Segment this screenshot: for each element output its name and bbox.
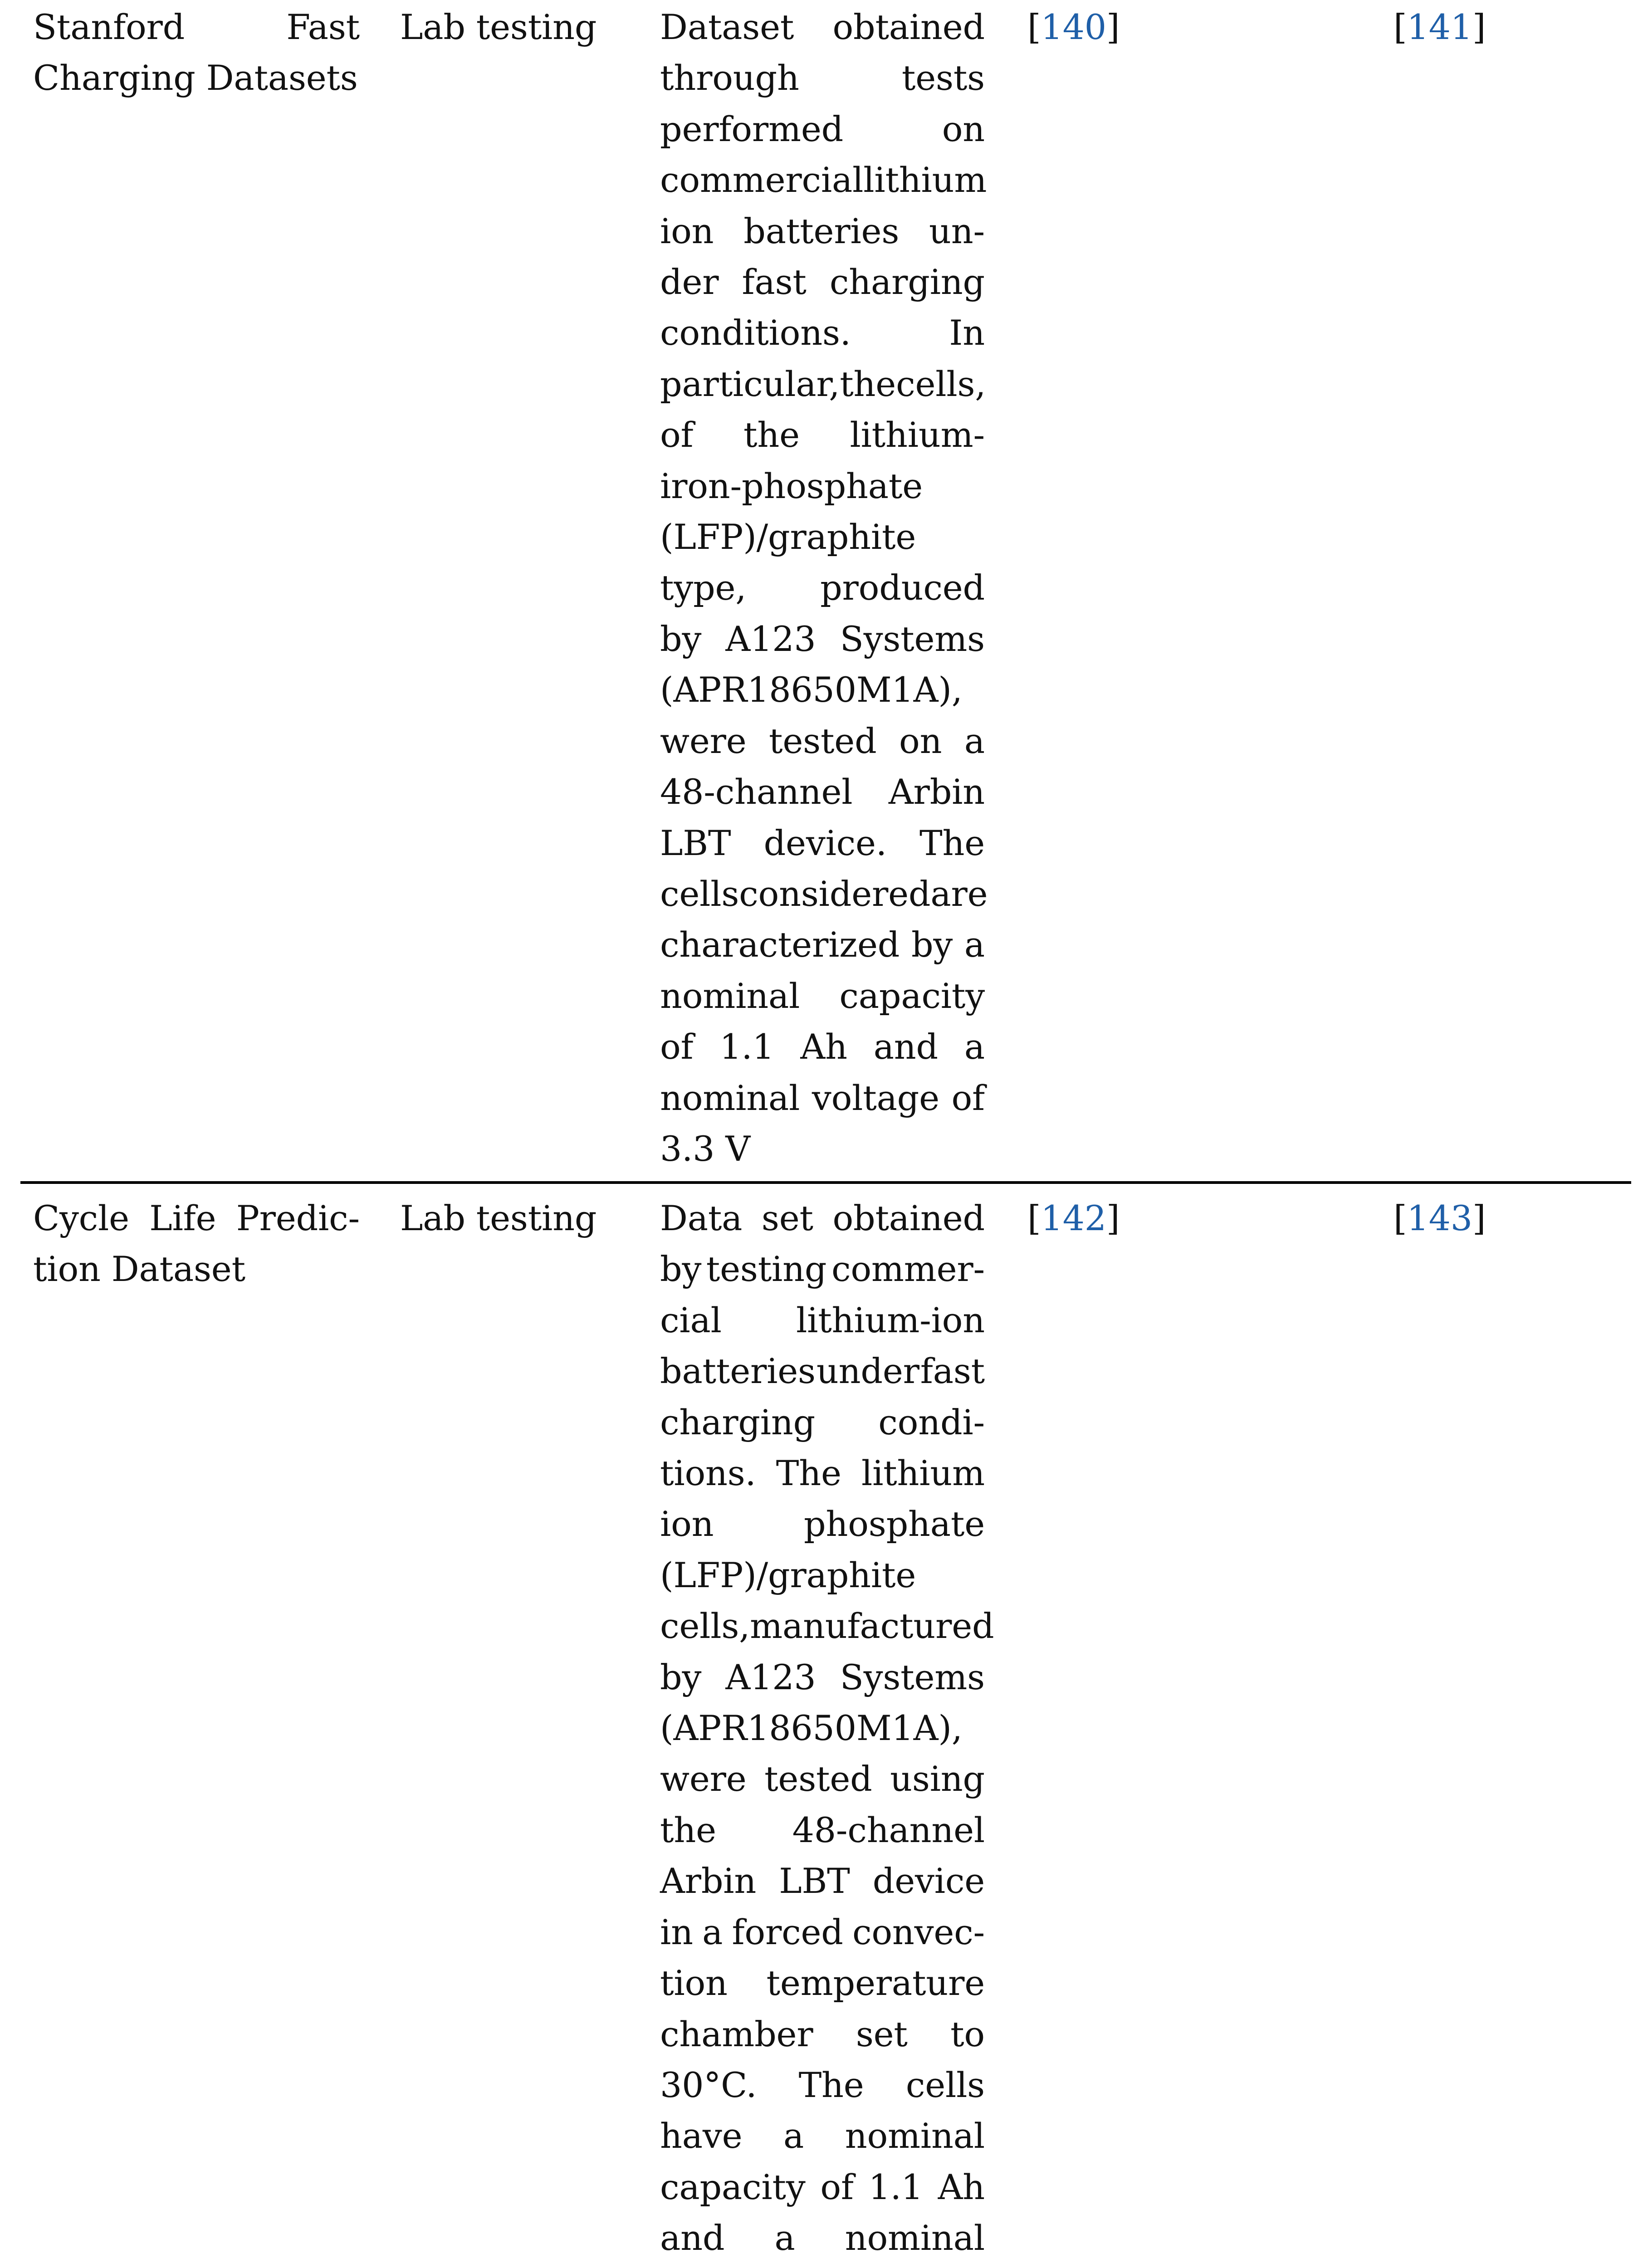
description-line: ion phosphate (660, 1504, 985, 1545)
description-line: capacity of 1.1 Ah (660, 2166, 985, 2207)
description-line: and a nominal (660, 2218, 985, 2258)
data-source-text: Lab testing (400, 7, 597, 47)
description-line: 30°C. The cells (660, 2064, 985, 2105)
description-line: ion batteries un- (660, 210, 985, 251)
description-line: Arbin LBT device (660, 1861, 985, 1901)
data-source-cell (400, 2, 636, 53)
reference-cell: [142] (1027, 1198, 1120, 1238)
description-line: were tested on a (660, 720, 985, 761)
description-line: batteries under fast (660, 1351, 985, 1392)
description-line: were tested using (660, 1759, 985, 1799)
description-line: by testing commer- (660, 1249, 985, 1290)
dataset-name-line: Charging Datasets (33, 58, 358, 98)
description-line: cells considered are (660, 873, 988, 914)
description-line: 3.3 V (660, 1128, 750, 1169)
description-line: the 48-channel (660, 1809, 985, 1850)
description-line: in a forced convec- (660, 1911, 985, 1952)
description-line: type, produced (660, 567, 985, 608)
reference-cell: [143] (1394, 1198, 1486, 1238)
description-line: conditions. In (660, 313, 985, 353)
row-divider (20, 1181, 1631, 1184)
description-line: of the lithium- (660, 415, 985, 455)
description-line: performed on (660, 108, 985, 149)
description-line: der fast charging (660, 262, 985, 303)
description-line: tion temperature (660, 1963, 985, 2004)
description-line: nominal voltage of (660, 1077, 985, 1118)
description-cell (660, 2, 988, 1174)
description-cell (660, 1193, 994, 2268)
reference-cell: [140] (1027, 7, 1120, 47)
description-line: 48-channel Arbin (660, 772, 985, 812)
dataset-name-line: Cycle Life Predic- (33, 1198, 360, 1238)
description-line: cial lithium-ion (660, 1300, 985, 1340)
description-line: charging condi- (660, 1402, 985, 1442)
reference-link[interactable]: 143 (1407, 1198, 1472, 1238)
description-line (660, 2264, 985, 2268)
description-line: (LFP)/graphite (660, 1554, 916, 1595)
description-line: commercial lithium (660, 160, 987, 200)
description-line: by A123 Systems (660, 618, 985, 659)
dataset-name-cell (33, 1193, 360, 1295)
description-line: particular, the cells, (660, 363, 986, 404)
description-line: cells, manufactured (660, 1606, 994, 1647)
dataset-name-cell (33, 2, 360, 104)
description-line: have a nominal (660, 2116, 985, 2156)
data-source-cell (400, 1193, 636, 1244)
reference-link[interactable]: 140 (1041, 7, 1106, 47)
description-line: iron-phosphate (660, 465, 923, 506)
description-line: (APR18650M1A), (660, 1708, 963, 1749)
description-line: of 1.1 Ah and a (660, 1026, 985, 1067)
description-line: through tests (660, 58, 985, 98)
description-line: (APR18650M1A), (660, 670, 963, 710)
dataset-name-line: Stanford Fast (33, 7, 360, 47)
description-line: chamber set to (660, 2014, 985, 2054)
description-line: (LFP)/graphite (660, 517, 916, 557)
description-line: nominal capacity (660, 975, 985, 1016)
description-line: Dataset obtained (660, 7, 985, 47)
description-line: characterized by a (660, 924, 985, 965)
description-line: Data set obtained (660, 1198, 985, 1238)
reference-link[interactable]: 142 (1041, 1198, 1106, 1238)
dataset-name-line: tion Dataset (33, 1249, 245, 1290)
description-line: tions. The lithium (660, 1453, 985, 1494)
reference-cell: [141] (1394, 7, 1486, 47)
reference-link[interactable]: 141 (1407, 7, 1472, 47)
description-line: by A123 Systems (660, 1657, 985, 1697)
description-line: LBT device. The (660, 822, 985, 863)
data-source-text: Lab testing (400, 1198, 597, 1238)
